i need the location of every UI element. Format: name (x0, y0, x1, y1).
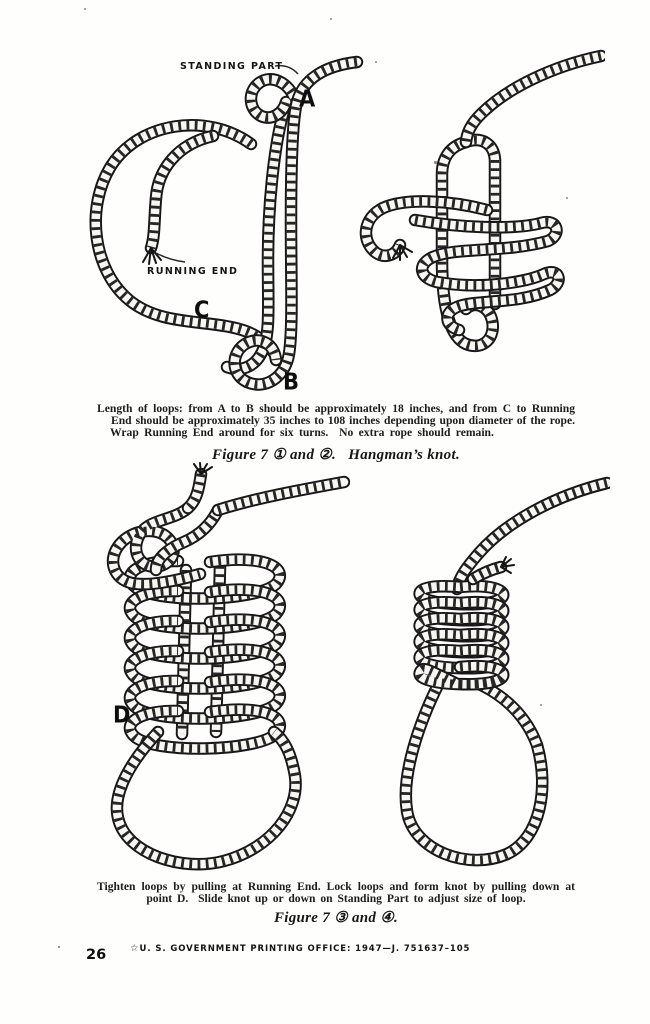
hangman-knot-step4-illustration (365, 475, 610, 880)
caption-line: Wrap Running End around for six turns. No extra rope should remain. (110, 426, 494, 440)
figure-title-3-4: Figure 7 ③ and ④. (273, 910, 399, 927)
rope-big-loop (96, 125, 274, 353)
ink-speck (375, 61, 377, 63)
caption-line: End should be approximately 35 inches to 108 inches depending upon diameter of the rope. (111, 414, 575, 428)
figure-title-1-2: Figure 7 ① and ②. Hangman’s knot. (212, 446, 460, 463)
point-d-label: D (113, 702, 131, 728)
ink-speck (566, 197, 568, 199)
standing-part-label: STANDING PART (180, 61, 284, 72)
rope-top-hairpin (251, 79, 295, 117)
rope-standing-part (466, 56, 601, 142)
rope-running-end-top (188, 474, 201, 508)
hangman-knot-step2-illustration (355, 48, 605, 398)
ink-speck (434, 161, 437, 164)
hangman-knot-step3-illustration (60, 462, 350, 887)
rope-running-end-curl (151, 136, 213, 248)
ink-speck (540, 704, 542, 706)
point-c-label: C (194, 297, 210, 323)
point-b-label: B (283, 369, 300, 395)
caption-line: Tighten loops by pulling at Running End. Lock loops and form knot by pulling down at (97, 880, 575, 893)
page-number: 26 (86, 947, 107, 963)
ink-speck (84, 8, 86, 10)
rope-standing-part (218, 482, 344, 510)
running-end-label: RUNNING END (147, 266, 239, 277)
rope-running-end-stub (473, 567, 501, 579)
star-icon: ☆ (130, 943, 139, 954)
caption-figure-3-4 (97, 881, 575, 927)
caption-line: Length of loops: from A to B should be approximately 18 inches, and from C to Running (97, 402, 575, 415)
caption-line: point D. Slide knot up or down on Standing Part to adjust size of loop. (146, 892, 526, 906)
printing-office-imprint (130, 943, 470, 954)
rope-tight-coil (420, 586, 504, 684)
point-a-label: A (299, 86, 316, 112)
rope-noose-loop (406, 683, 542, 860)
ink-speck (330, 18, 332, 20)
caption-figure-1-2 (97, 403, 575, 464)
hangman-knot-step1-illustration (55, 50, 365, 400)
ink-speck (58, 946, 60, 948)
imprint-text: U. S. GOVERNMENT PRINTING OFFICE: 1947—J. 751637–105 (139, 944, 471, 954)
